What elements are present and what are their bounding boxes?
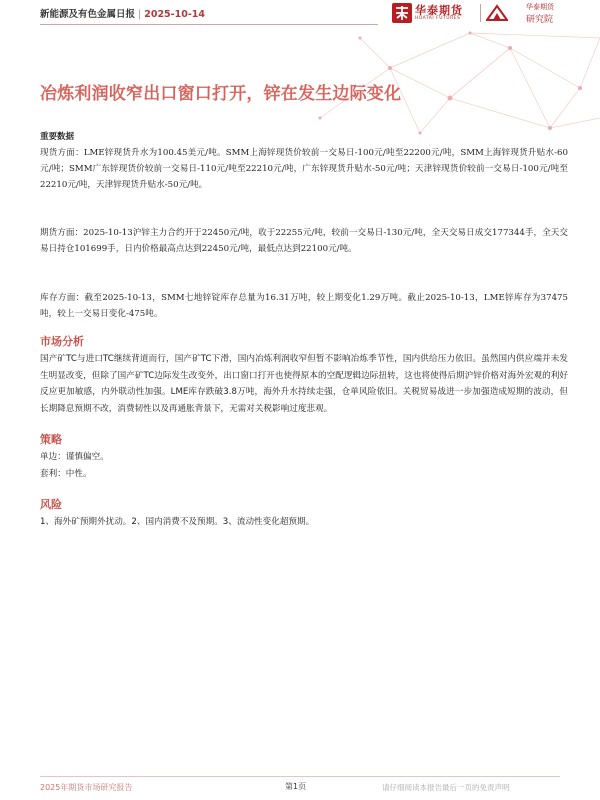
institute-line1: 华泰期货 <box>526 3 554 11</box>
logo-en-text: HUATAI FUTURES <box>415 16 461 21</box>
huatai-futures-logo <box>392 2 476 24</box>
header-title <box>40 6 205 20</box>
strategy-arbitrage: 套利：中性。 <box>40 468 92 479</box>
institute-line2: 研究院 <box>526 15 554 25</box>
risk-paragraph: 1、海外矿预期外扰动。2、国内消费不及预期。3、流动性变化超预期。 <box>40 517 315 527</box>
footer-report-name: 2025年期货市场研究报告 <box>40 783 133 792</box>
disclaimer-note: 请仔细阅读本报告最后一页的免责声明 <box>382 783 510 792</box>
page-number: 第1页 <box>285 782 307 791</box>
page-header <box>0 0 600 28</box>
market-analysis-heading: 市场分析 <box>40 335 84 348</box>
strategy-heading: 策略 <box>40 433 62 446</box>
institute-logo <box>486 2 566 24</box>
header-rule <box>40 24 378 25</box>
spot-paragraph: 现货方面：LME锌现货升水为100.45美元/吨。SMM上海锌现货价较前一交易日-100元/吨至22200元/吨，SMM上海锌现货升贴水-60元/吨；SMM广东锌现货价较前一交易日-110元/吨至22210元/吨，广东锌现货升贴水-50元/吨；天津锌现货价较前一交易日-100元/吨至22210元/吨，天津锌现货升贴水-50元/吨。 <box>40 148 568 190</box>
logo-cn-text: 华泰期货 <box>415 4 463 17</box>
report-title: 冶炼利润收窄出口窗口打开，锌在发生边际变化 <box>40 84 402 104</box>
institute-logo-icon <box>486 4 508 22</box>
key-data-heading: 重要数据 <box>40 132 75 142</box>
report-category: 新能源及有色金属日报 <box>40 9 136 20</box>
market-analysis-paragraph: 国产矿TC与进口TC继续背道而行，国产矿TC下滑，国内冶炼利润收窄但暂不影响冶炼季节性，国内供给压力依旧。虽然国内供应端并未发生明显改变，但除了国产矿TC边际发生改变外，出口窗口打开也使得原本的空配逻辑边际扭转，这也将使得后期沪锌价格对海外宏观的利好反应更加敏感，内外联动性加强。LME库存跌破3.8万吨，海外升水持续走强，仓单风险依旧。关税贸易战进一步加强造成短期的波动，但长期降息预期不改，消费韧性以及再通胀背景下，无需对关税影响过度悲观。 <box>40 354 568 414</box>
strategy-single: 单边：谨慎偏空。 <box>40 452 109 462</box>
footer-rule <box>40 776 560 777</box>
huatai-logo-icon <box>392 3 412 23</box>
logo-divider <box>480 4 481 22</box>
inventory-paragraph: 库存方面：截至2025-10-13，SMM七地锌锭库存总量为16.31万吨，较上期变化1.29万吨。截止2025-10-13，LME锌库存为37475吨，较上一交易日变化-475吨。 <box>40 293 568 319</box>
report-body <box>40 130 568 531</box>
futures-paragraph: 期货方面：2025-10-13沪锌主力合约开于22450元/吨，收于22255元/吨，较前一交易日-130元/吨，全天交易日成交177344手，全天交易日持仓101699手，日内价格最高点达到22450元/吨，最低点达到22100元/吨。 <box>40 228 568 254</box>
risk-heading: 风险 <box>40 498 62 511</box>
header-separator: | <box>138 9 142 20</box>
report-date: 2025-10-14 <box>144 9 205 20</box>
